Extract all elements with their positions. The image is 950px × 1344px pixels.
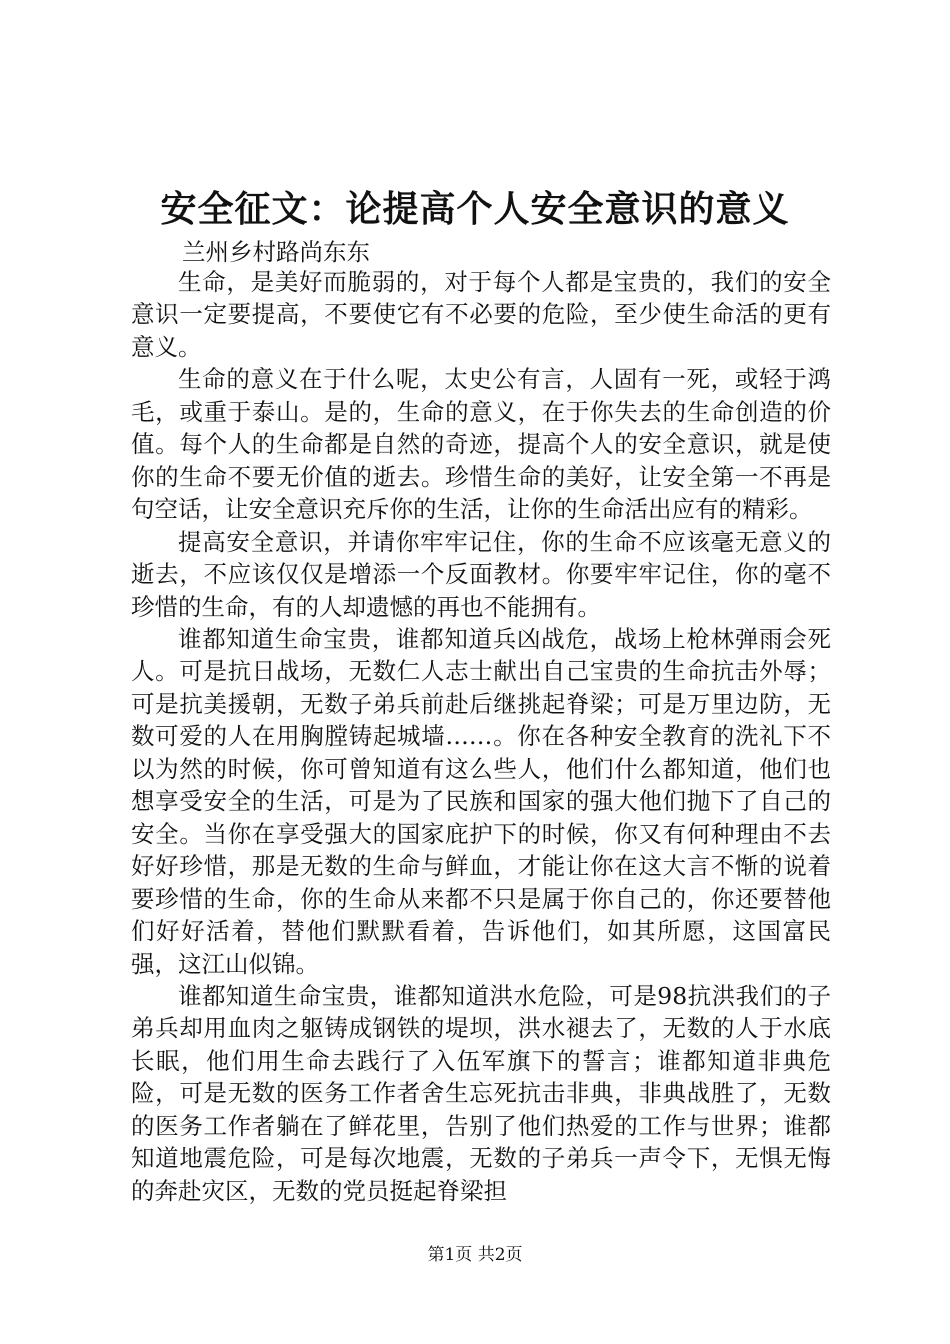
paragraph-3: 提高安全意识，并请你牢牢记住，你的生命不应该毫无意义的逝去，不应该仅仅是增添一个反面教材。你要牢牢记住，你的毫不珍惜的生命，有的人却遗憾的再也不能拥有。 — [131, 527, 831, 621]
paragraph-2: 生命的意义在于什么呢，太史公有言，人固有一死，或轻于鸿毛，或重于泰山。是的，生命的意义，在于你失去的生命创造的价值。每个人的生命都是自然的奇迹，提高个人的安全意识，就是使你的生命不要无价值的逝去。珍惜生命的美好，让安全第一不再是句空话，让安全意识充斥你的生活，让你的生命活出应有的精彩。 — [131, 365, 831, 524]
paragraph-5: 谁都知道生命宝贵，谁都知道洪水危险，可是98抗洪我们的子弟兵却用血肉之躯铸成钢铁的堤坝，洪水褪去了，无数的人于水底长眠，他们用生命去践行了入伍军旗下的誓言；谁都知道非典危险，可是无数的医务工作者舍生忘死抗击非典，非典战胜了，无数的医务工作者躺在了鲜花里，告别了他们热爱的工作与世界；谁都知道地震危险，可是每次地震，无数的子弟兵一声令下，无惧无悔的奔赴灾区，无数的党员挺起脊梁担 — [131, 981, 831, 1205]
page-footer: 第1页 共2页 — [427, 1245, 523, 1265]
paragraph-1: 生命，是美好而脆弱的，对于每个人都是宝贵的，我们的安全意识一定要提高，不要使它有不必要的危险，至少使生命活的更有意义。 — [131, 268, 831, 361]
author-line: 兰州乡村路尚东东 — [182, 238, 370, 266]
document-body — [131, 266, 831, 1207]
document-title: 安全征文：论提高个人安全意识的意义 — [160, 188, 790, 230]
paragraph-4: 谁都知道生命宝贵，谁都知道兵凶战危，战场上枪林弹雨会死人。可是抗日战场，无数仁人志士献出自己宝贵的生命抗击外辱；可是抗美援朝，无数子弟兵前赴后继挑起脊梁；可是万里边防，无数可爱的人在用胸膛铸起城墙……。你在各种安全教育的洗礼下不以为然的时候，你可曾知道有这么些人，他们什么都知道，他们也想享受安全的生活，可是为了民族和国家的强大他们抛下了自己的安全。当你在享受强大的国家庇护下的时候，你又有何种理由不去好好珍惜，那是无数的生命与鲜血，才能让你在这大言不惭的说着要珍惜的生命，你的生命从来都不只是属于你自己的，你还要替他们好好活着，替他们默默看着，告诉他们，如其所愿，这国富民强，这江山似锦。 — [131, 624, 831, 978]
